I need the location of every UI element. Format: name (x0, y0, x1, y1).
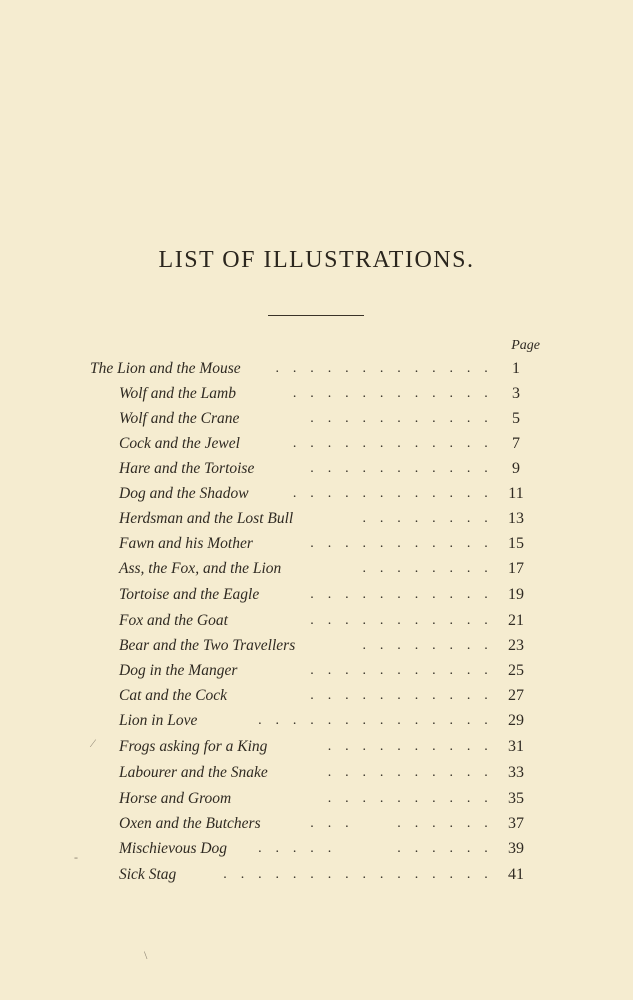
entry-title: Ass, the Fox, and the Lion (119, 560, 282, 577)
entry-page: 11 (508, 485, 524, 502)
entry-title: Lion in Love (119, 712, 198, 729)
list-item (0, 531, 633, 557)
entry-title: Cock and the Jewel (119, 435, 240, 452)
leader-dots: . . . . . . . . . . . (310, 688, 493, 703)
entry-page: 21 (508, 612, 524, 629)
entry-title: The Lion and the Mouse (90, 360, 241, 377)
entry-page: 17 (508, 560, 524, 577)
leader-dots: . . . . . . . . . . . (310, 613, 493, 628)
leader-dots: . . . . . . . . . . . . . . (258, 713, 493, 728)
entry-title: Fox and the Goat (119, 612, 228, 629)
entry-page: 33 (508, 764, 524, 781)
page-column-heading: Page (511, 338, 540, 353)
entry-title: Fawn and his Mother (119, 535, 253, 552)
list-item (0, 760, 633, 786)
entry-page: 7 (512, 435, 520, 452)
entry-page: 27 (508, 687, 524, 704)
stray-mark: ⁄ (92, 736, 95, 750)
entry-page: 5 (512, 410, 520, 427)
list-item (0, 862, 633, 888)
entry-page: 15 (508, 535, 524, 552)
entry-title: Dog in the Manger (119, 662, 238, 679)
leader-dots: . . . . . . . . . . . (258, 841, 493, 856)
list-item (0, 506, 633, 532)
leader-dots: . . . . . . . . (362, 561, 493, 576)
entry-page: 9 (512, 460, 520, 477)
entry-title: Sick Stag (119, 866, 177, 883)
leader-dots: . . . . . . . . . . . . (292, 486, 493, 501)
leader-dots: . . . . . . . . (362, 638, 493, 653)
entry-page: 13 (508, 510, 524, 527)
entry-title: Tortoise and the Eagle (119, 586, 260, 603)
list-item (0, 406, 633, 432)
list-item (0, 633, 633, 659)
stray-mark: \ (144, 948, 148, 962)
list-item (0, 734, 633, 760)
entry-page: 29 (508, 712, 524, 729)
list-item (0, 582, 633, 608)
list-item (0, 658, 633, 684)
leader-dots: . . . . . . . . . (310, 816, 493, 831)
title-rule (268, 315, 364, 316)
leader-dots: . . . . . . . . . . . . (292, 386, 493, 401)
list-item (0, 556, 633, 582)
entry-title: Oxen and the Butchers (119, 815, 261, 832)
stray-mark: - (74, 850, 78, 864)
entry-page: 35 (508, 790, 524, 807)
entry-page: 19 (508, 586, 524, 603)
entry-title: Bear and the Two Travellers (119, 637, 296, 654)
leader-dots: . . . . . . . . . . . (310, 536, 493, 551)
leader-dots: . . . . . . . . (362, 511, 493, 526)
leader-dots: . . . . . . . . . . . (310, 461, 493, 476)
list-item (0, 431, 633, 457)
leader-dots: . . . . . . . . . . . (310, 587, 493, 602)
entry-title: Wolf and the Lamb (119, 385, 236, 402)
leader-dots: . . . . . . . . . . . . (292, 436, 493, 451)
list-item (0, 481, 633, 507)
leader-dots: . . . . . . . . . . (327, 791, 493, 806)
leader-dots: . . . . . . . . . . (327, 739, 493, 754)
entry-page: 31 (508, 738, 524, 755)
entry-title: Labourer and the Snake (119, 764, 268, 781)
entry-title: Cat and the Cock (119, 687, 228, 704)
list-item (0, 608, 633, 634)
entry-page: 23 (508, 637, 524, 654)
list-item (0, 381, 633, 407)
leader-dots: . . . . . . . . . . . (310, 411, 493, 426)
page-title: LIST OF ILLUSTRATIONS. (158, 247, 475, 273)
leader-dots: . . . . . . . . . . . (310, 663, 493, 678)
list-item (0, 356, 633, 382)
list-item (0, 683, 633, 709)
leader-dots: . . . . . . . . . . (327, 765, 493, 780)
entry-page: 41 (508, 866, 524, 883)
entry-page: 39 (508, 840, 524, 857)
list-item (0, 836, 633, 862)
leader-dots: . . . . . . . . . . . . . . . . (223, 867, 493, 882)
entry-title: Wolf and the Crane (119, 410, 240, 427)
list-item (0, 811, 633, 837)
entry-page: 37 (508, 815, 524, 832)
entry-title: Dog and the Shadow (119, 485, 249, 502)
entry-page: 3 (512, 385, 520, 402)
entry-title: Mischievous Dog (119, 840, 228, 857)
list-item (0, 786, 633, 812)
entry-page: 1 (512, 360, 520, 377)
entry-title: Hare and the Tortoise (119, 460, 255, 477)
entry-title: Herdsman and the Lost Bull (119, 510, 294, 527)
entry-title: Horse and Groom (119, 790, 232, 807)
list-item (0, 708, 633, 734)
list-item (0, 456, 633, 482)
entry-page: 25 (508, 662, 524, 679)
entry-title: Frogs asking for a King (119, 738, 268, 755)
leader-dots: . . . . . . . . . . . . . (275, 361, 493, 376)
